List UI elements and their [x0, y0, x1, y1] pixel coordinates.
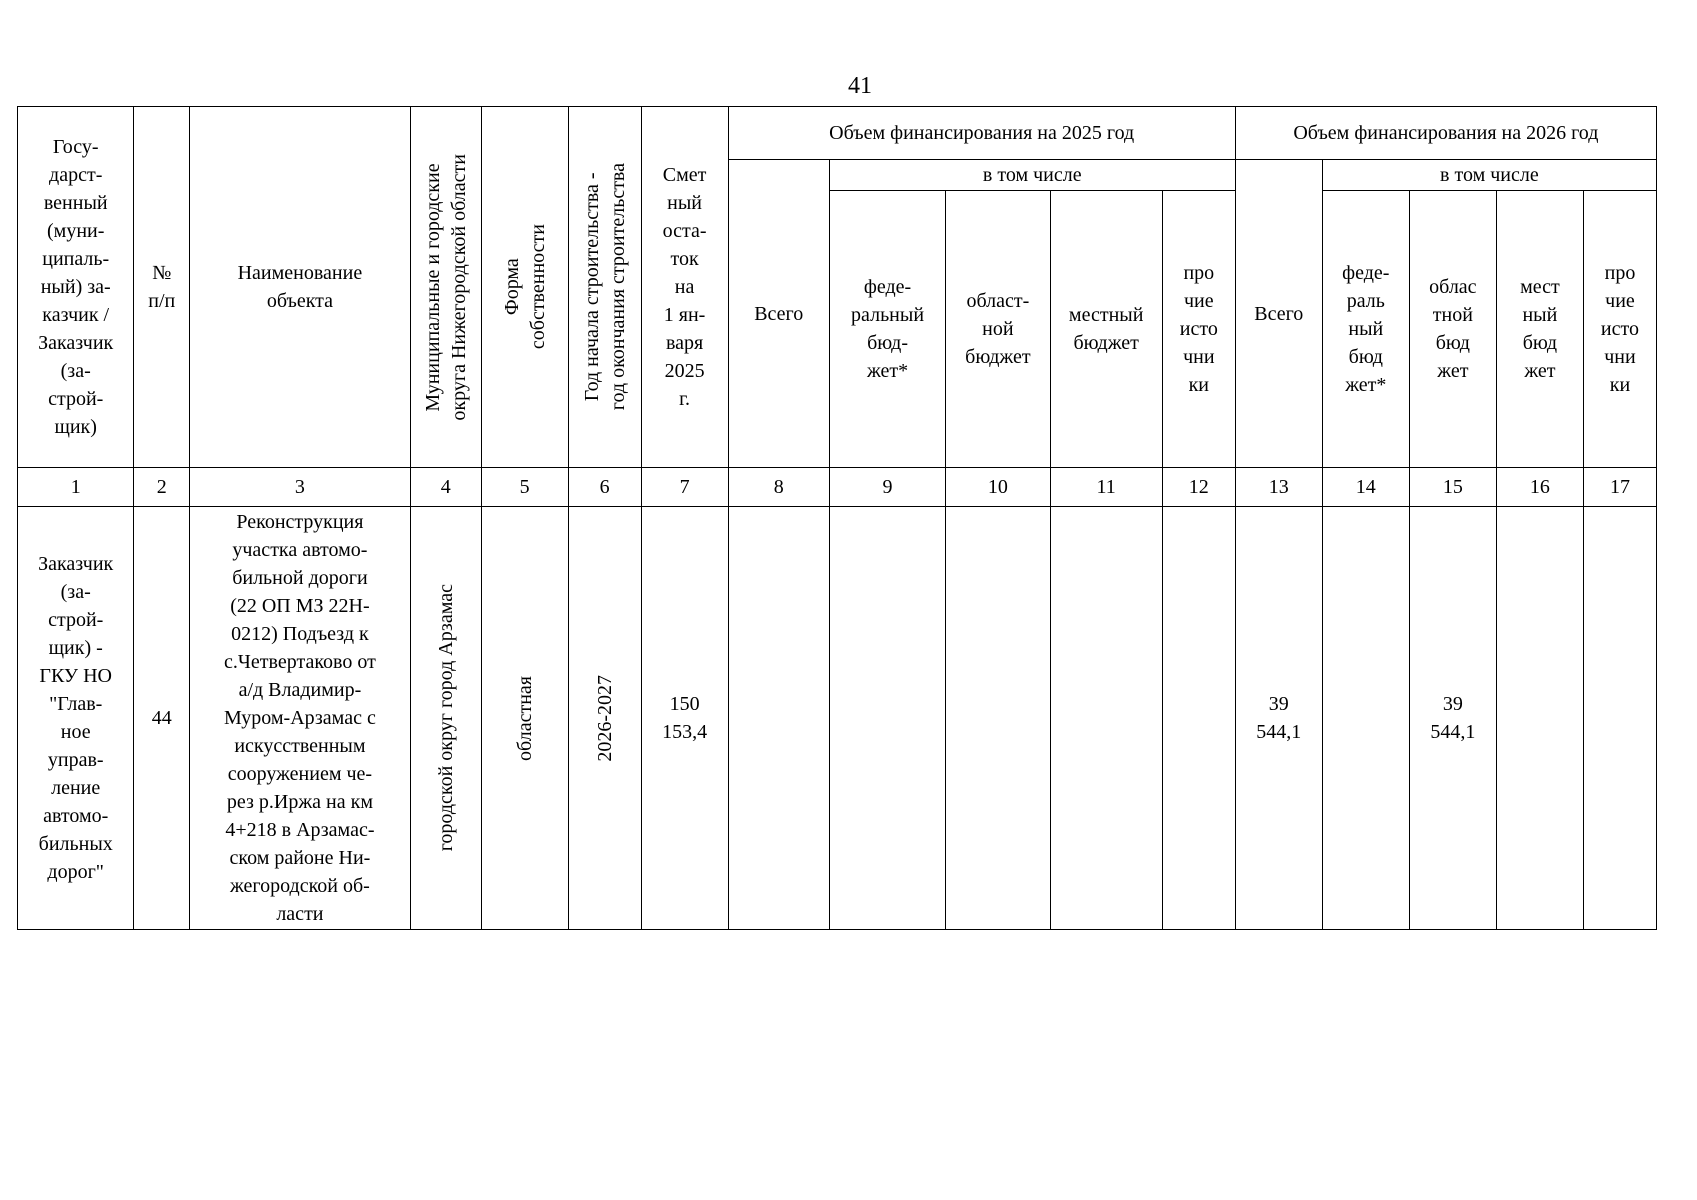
column-number: 5 — [481, 468, 568, 507]
cell-estimate: 150 153,4 — [641, 507, 728, 930]
header-other-2026: про чие исто чни ки — [1583, 191, 1656, 468]
cell-number: 44 — [134, 507, 190, 930]
column-number: 12 — [1162, 468, 1235, 507]
cell-total-2026: 39 544,1 — [1235, 507, 1322, 930]
header-including-2026: в том числе — [1322, 160, 1656, 191]
header-total-2026: Всего — [1235, 160, 1322, 468]
column-number: 13 — [1235, 468, 1322, 507]
column-number: 3 — [190, 468, 411, 507]
column-number: 16 — [1496, 468, 1583, 507]
header-ownership — [481, 107, 568, 468]
header-federal-2025: феде- ральный бюд- жет* — [829, 191, 945, 468]
column-number-row — [18, 468, 1657, 507]
column-number: 15 — [1409, 468, 1496, 507]
header-including-2025: в том числе — [829, 160, 1235, 191]
column-number: 1 — [18, 468, 134, 507]
header-years-text: Год начала строительства - год окончания строительства — [580, 163, 629, 411]
header-other-2025: про чие исто чни ки — [1162, 191, 1235, 468]
header-row-1 — [18, 107, 1657, 160]
header-regional-2026: облас тной бюд жет — [1409, 191, 1496, 468]
header-funding-2026: Объем финансирования на 2026 год — [1235, 107, 1656, 160]
column-number: 7 — [641, 468, 728, 507]
header-years — [568, 107, 641, 468]
table-row — [18, 507, 1657, 930]
column-number: 14 — [1322, 468, 1409, 507]
header-federal-2026: феде- раль ный бюд жет* — [1322, 191, 1409, 468]
column-number: 11 — [1050, 468, 1162, 507]
cell-object-name: Реконструкция участка автомо- бильной дороги (22 ОП МЗ 22Н- 0212) Подъезд к с.Четвертаково от а/д Владимир- Муром-Арзамас с искусственным сооружением че- рез р.Иржа на км 4+218 в Арзамас- ском районе Ни- жегородской об- ласти — [190, 507, 411, 930]
cell-regional-2025 — [946, 507, 1050, 930]
cell-other-2025 — [1162, 507, 1235, 930]
cell-total-2025 — [728, 507, 829, 930]
column-number: 4 — [410, 468, 481, 507]
cell-years — [568, 507, 641, 930]
cell-years-text: 2026-2027 — [593, 674, 616, 762]
cell-ownership-text: областная — [513, 675, 536, 761]
page-number: 41 — [848, 73, 872, 99]
column-number: 2 — [134, 468, 190, 507]
column-number: 8 — [728, 468, 829, 507]
cell-regional-2026: 39 544,1 — [1409, 507, 1496, 930]
header-estimate: Смет ный оста- ток на 1 ян- варя 2025 г. — [641, 107, 728, 468]
cell-municipality — [410, 507, 481, 930]
header-regional-2025: област- ной бюджет — [946, 191, 1050, 468]
cell-customer: Заказчик (за- строй- щик) - ГКУ НО "Глав- ное управ- ление автомо- бильных дорог" — [18, 507, 134, 930]
cell-local-2026 — [1496, 507, 1583, 930]
header-local-2026: мест ный бюд жет — [1496, 191, 1583, 468]
column-number: 17 — [1583, 468, 1656, 507]
header-object-name: Наименование объекта — [190, 107, 411, 468]
cell-local-2025 — [1050, 507, 1162, 930]
header-funding-2025: Объем финансирования на 2025 год — [728, 107, 1235, 160]
investment-table — [17, 106, 1657, 930]
column-number: 9 — [829, 468, 945, 507]
header-total-2025: Всего — [728, 160, 829, 468]
header-customer: Госу- дарст- венный (муни- ципаль- ный) за- казчик / Заказчик (за- строй- щик) — [18, 107, 134, 468]
cell-municipality-text: городской округ город Арзамас — [434, 584, 457, 852]
cell-ownership — [481, 507, 568, 930]
header-municipality — [410, 107, 481, 468]
header-number: № п/п — [134, 107, 190, 468]
column-number: 10 — [946, 468, 1050, 507]
cell-other-2026 — [1583, 507, 1656, 930]
header-local-2025: местный бюджет — [1050, 191, 1162, 468]
cell-federal-2026 — [1322, 507, 1409, 930]
header-ownership-text: Форма собственности — [500, 224, 549, 350]
column-number: 6 — [568, 468, 641, 507]
cell-federal-2025 — [829, 507, 945, 930]
header-municipality-text: Муниципальные и городские округа Нижегородской области — [421, 153, 470, 421]
